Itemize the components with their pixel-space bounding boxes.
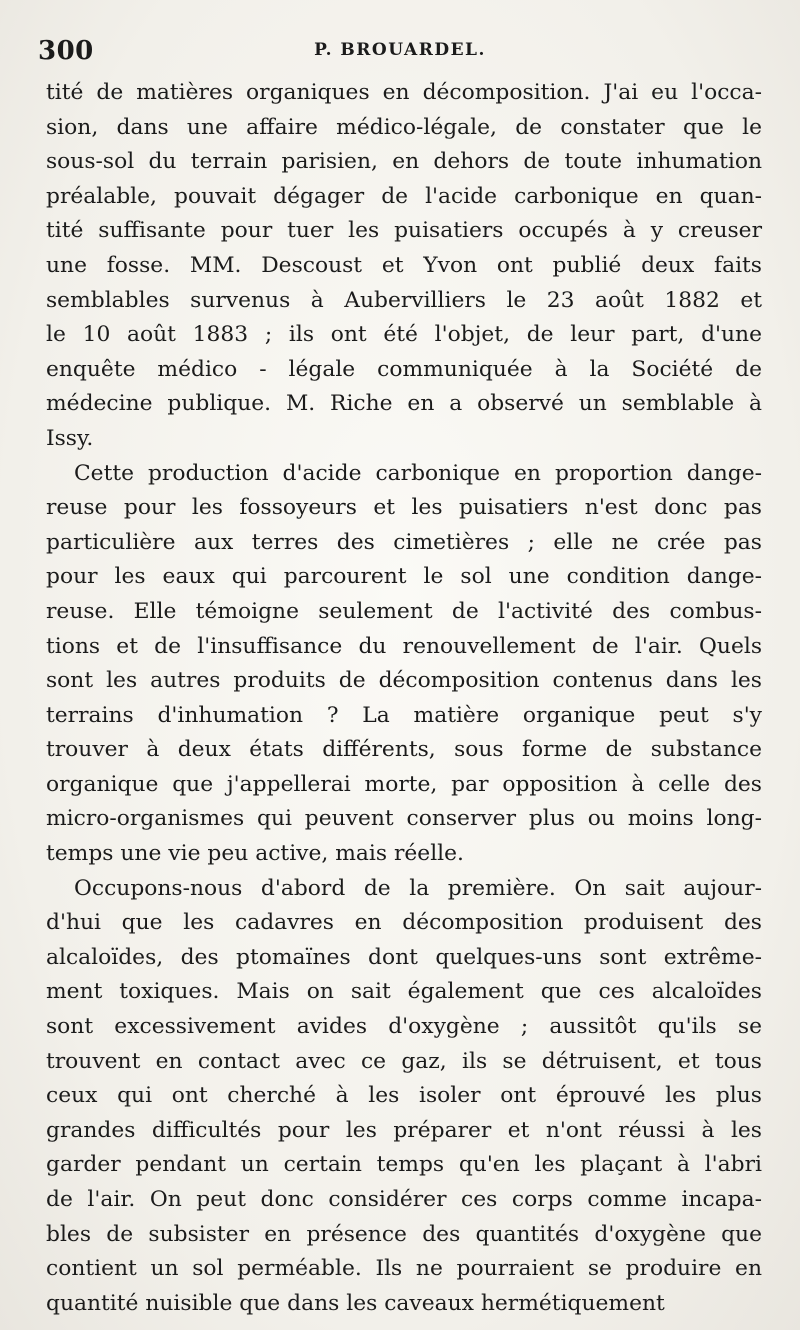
- text-line: bles de subsister en présence des quantités d'oxygène que: [46, 1221, 762, 1247]
- text-line: d'hui que les cadavres en décomposition produisent des: [46, 910, 762, 936]
- text-line: Occupons-nous d'abord de la première. On sait aujour-: [74, 875, 762, 901]
- text-line: le 10 août 1883 ; ils ont été l'objet, de leur part, d'une: [46, 322, 762, 348]
- paragraph: [46, 76, 762, 457]
- text-line: Cette production d'acide carbonique en proportion dange-: [74, 460, 762, 486]
- text-line: semblables survenus à Aubervilliers le 23 août 1882 et: [46, 287, 762, 313]
- paragraph: [46, 872, 762, 1322]
- text-line: tité suffisante pour tuer les puisatiers occupés à y creuser: [46, 218, 762, 244]
- text-line: une fosse. MM. Descoust et Yvon ont publié deux faits: [46, 252, 762, 278]
- text-line: tité de matières organiques en décomposition. J'ai eu l'occa-: [46, 80, 762, 105]
- running-head: P. BROUARDEL.: [314, 40, 486, 60]
- text-line: garder pendant un certain temps qu'en les plaçant à l'abri: [46, 1152, 762, 1178]
- page-number: 300: [38, 36, 94, 66]
- text-line: enquête médico - légale communiquée à la Société de: [46, 356, 762, 382]
- text-line: reuse. Elle témoigne seulement de l'activité des combus-: [46, 598, 762, 624]
- text-line: alcaloïdes, des ptomaïnes dont quelques-uns sont extrême-: [46, 944, 762, 970]
- page-header: [38, 34, 762, 74]
- text-line: trouvent en contact avec ce gaz, ils se détruisent, et tous: [46, 1048, 762, 1074]
- text-line: ceux qui ont cherché à les isoler ont éprouvé les plus: [46, 1083, 762, 1109]
- paragraph: [46, 457, 762, 872]
- text-line: sous-sol du terrain parisien, en dehors de toute inhumation: [46, 149, 762, 175]
- text-line: tions et de l'insuffisance du renouvellement de l'air. Quels: [46, 633, 762, 659]
- text-line: quantité nuisible que dans les caveaux hermétiquement: [46, 1290, 665, 1316]
- text-line: ment toxiques. Mais on sait également que ces alcaloïdes: [46, 979, 762, 1005]
- text-line: organique que j'appellerai morte, par opposition à celle des: [46, 771, 762, 797]
- text-line: particulière aux terres des cimetières ; elle ne crée pas: [46, 529, 762, 555]
- text-line: grandes difficultés pour les préparer et n'ont réussi à les: [46, 1117, 762, 1143]
- text-line: reuse pour les fossoyeurs et les puisatiers n'est donc pas: [46, 495, 762, 521]
- text-line: pour les eaux qui parcourent le sol une condition dange-: [46, 564, 762, 590]
- text-line: temps une vie peu active, mais réelle.: [46, 841, 464, 867]
- text-line: trouver à deux états différents, sous forme de substance: [46, 737, 762, 763]
- text-line: préalable, pouvait dégager de l'acide carbonique en quan-: [46, 183, 762, 209]
- body-text: [46, 76, 762, 1321]
- text-line: terrains d'inhumation ? La matière organique peut s'y: [46, 702, 762, 728]
- text-line: médecine publique. M. Riche en a observé un semblable à: [46, 391, 762, 417]
- text-line: contient un sol perméable. Ils ne pourraient se produire en: [46, 1256, 762, 1282]
- text-line: Issy.: [46, 425, 94, 451]
- text-line: de l'air. On peut donc considérer ces corps comme incapa-: [46, 1187, 762, 1212]
- text-line: sont excessivement avides d'oxygène ; aussitôt qu'ils se: [46, 1014, 762, 1040]
- text-line: micro-organismes qui peuvent conserver plus ou moins long-: [46, 806, 762, 832]
- text-line: sont les autres produits de décomposition contenus dans les: [46, 668, 762, 694]
- text-line: sion, dans une affaire médico-légale, de constater que le: [46, 114, 762, 140]
